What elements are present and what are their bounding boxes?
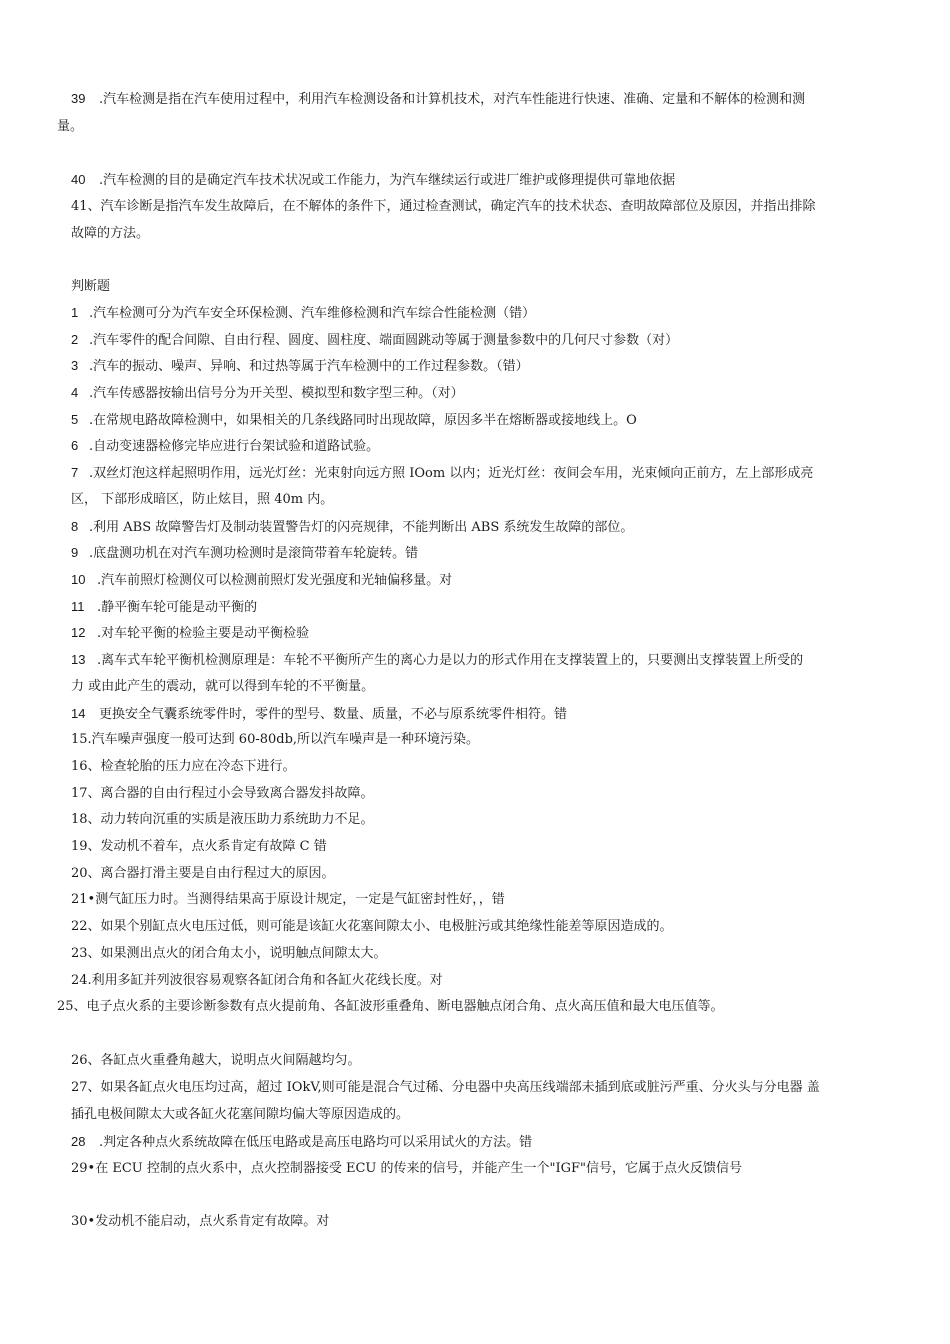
paragraph-text: .汽车检测是指在汽车使用过程中，利用汽车检测设备和计算机技术，对汽车性能进行快速、准确、定量和不解体的检测和测 (99, 92, 806, 107)
list-item (71, 304, 535, 323)
item-text: .汽车检测可分为汽车安全环保检测、汽车维修检测和汽车综合性能检测（错） (89, 306, 536, 321)
list-item-continuation: 力 或由此产生的震动，就可以得到车轮的不平衡量。 (71, 679, 375, 694)
list-item: 26、各缸点火重叠角越大，说明点火间隔越均匀。 (71, 1053, 361, 1068)
list-item (71, 464, 813, 483)
item-number: 8 (71, 519, 79, 534)
item-text: .对车轮平衡的检验主要是动平衡检验 (97, 626, 310, 641)
item-number: 11 (71, 599, 85, 614)
list-item (71, 411, 637, 430)
item-number: 7 (71, 465, 79, 480)
item-number: 4 (71, 385, 79, 400)
item-text: .汽车零件的配合间隙、自由行程、圆度、圆柱度、端面圆跳动等属于测量参数中的几何尺寸参数（对） (89, 333, 679, 348)
paragraph-39-line-1 (71, 90, 805, 109)
item-text: .汽车传感器按输出信号分为开关型、模拟型和数字型三种。（对） (89, 386, 464, 401)
list-item (71, 651, 803, 670)
list-item: 15.汽车噪声强度一般可达到 60-80db,所以汽车噪声是一种环境污染。 (71, 732, 480, 747)
item-text: .汽车前照灯检测仪可以检测前照灯发光强度和光轴偏移量。对 (97, 573, 453, 588)
list-item (71, 571, 452, 590)
item-text: 更换安全气囊系统零件时，零件的型号、数量、质量，不必与原系统零件相符。错 (99, 707, 568, 722)
item-text: .静平衡车轮可能是动平衡的 (97, 600, 258, 615)
list-item (71, 357, 529, 376)
list-item: 20、离合器打滑主要是自由行程过大的原因。 (71, 866, 335, 881)
item-number: 10 (71, 572, 86, 587)
list-item: 17、离合器的自由行程过小会导致离合器发抖故障。 (71, 786, 374, 801)
list-item-continuation: 区， 下部形成暗区，防止炫目，照 40m 内。 (71, 492, 334, 507)
paragraph-39-line-2: 量。 (57, 119, 84, 134)
item-text: .利用 ABS 故障警告灯及制动装置警告灯的闪亮规律，不能判断出 ABS 系统发生故障的部位。 (89, 520, 634, 535)
list-item: 30•发动机不能启动，点火系肯定有故障。对 (71, 1214, 330, 1229)
paragraph-40 (71, 171, 675, 190)
list-item: 23、如果测出点火的闭合角太小，说明触点间隙太大。 (71, 946, 387, 961)
list-item: 16、检查轮胎的压力应在冷态下进行。 (71, 759, 296, 774)
paragraph-41-line-2: 故障的方法。 (71, 226, 150, 241)
paragraph-number: 40 (71, 172, 86, 187)
list-item: 27、如果各缸点火电压均过高，超过 IOkV,则可能是混合气过稀、分电器中央高压线端部未插到底或脏污严重、分火头与分电器 盖 (71, 1080, 820, 1095)
list-item (71, 624, 309, 643)
paragraph-text: .汽车检测的目的是确定汽车技术状况或工作能力，为汽车继续运行或进厂维护或修理提供可靠地依据 (99, 173, 676, 188)
item-number: 5 (71, 412, 79, 427)
item-number: 1 (71, 305, 79, 320)
item-number: 12 (71, 625, 86, 640)
item-text: .离车式车轮平衡机检测原理是：车轮不平衡所产生的离心力是以力的形式作用在支撑装置上的，只要测出支撑装置上所受的 (97, 653, 804, 668)
list-item: 21•测气缸压力时。当测得结果高于原设计规定，一定是气缸密封性好，，错 (71, 892, 505, 907)
item-text: .双丝灯泡这样起照明作用，远光灯丝：光束射向远方照 IOom 以内；近光灯丝：夜间会车用，光束倾向正前方，左上部形成亮 (89, 466, 814, 481)
list-item: 19、发动机不着车，点火系肯定有故障 C 错 (71, 839, 327, 854)
item-text: .汽车的振动、噪声、异响、和过热等属于汽车检测中的工作过程参数。（错） (89, 359, 529, 374)
item-number: 6 (71, 438, 79, 453)
item-number: 2 (71, 332, 79, 347)
item-number: 3 (71, 358, 79, 373)
item-text: .在常规电路故障检测中，如果相关的几条线路同时出现故障，原因多半在熔断器或接地线上。O (89, 413, 637, 428)
paragraph-number: 39 (71, 91, 86, 106)
item-number: 13 (71, 652, 86, 667)
item-text: .判定各种点火系统故障在低压电路或是高压电路均可以采用试火的方法。错 (99, 1135, 533, 1150)
list-item (71, 518, 633, 537)
list-item: 24.利用多缸并列波很容易观察各缸闭合角和各缸火花线长度。对 (71, 973, 443, 988)
item-text: .自动变速器检修完毕应进行台架试验和道路试验。 (89, 439, 380, 454)
list-item (71, 1133, 532, 1152)
item-text: .底盘测功机在对汽车测功检测时是滚筒带着车轮旋转。错 (89, 546, 419, 561)
item-number: 9 (71, 545, 79, 560)
item-number: 14 (71, 706, 86, 721)
list-item (71, 544, 418, 563)
paragraph-41-line-1: 41、汽车诊断是指汽车发生故障后，在不解体的条件下，通过检查测试，确定汽车的技术状态、查明故障部位及原因，并指出排除 (71, 199, 816, 214)
list-item: 29•在 ECU 控制的点火系中，点火控制器接受 ECU 的传来的信号，并能产生一个"IGF"信号，它属于点火反馈信号 (71, 1161, 743, 1176)
list-item (71, 598, 257, 617)
item-number: 28 (71, 1134, 86, 1149)
section-title: 判断题 (71, 279, 111, 294)
list-item (71, 384, 464, 403)
list-item (71, 705, 567, 724)
list-item: 25、电子点火系的主要诊断参数有点火提前角、各缸波形重叠角、断电器触点闭合角、点火高压值和最大电压值等。 (57, 999, 724, 1014)
list-item (71, 437, 379, 456)
list-item (71, 331, 678, 350)
list-item: 22、如果个别缸点火电压过低，则可能是该缸火花塞间隙太小、电极脏污或其绝缘性能差等原因造成的。 (71, 919, 673, 934)
list-item-continuation: 插孔电极间隙太大或各缸火花塞间隙均偏大等原因造成的。 (71, 1107, 410, 1122)
list-item: 18、动力转向沉重的实质是液压助力系统助力不足。 (71, 812, 374, 827)
